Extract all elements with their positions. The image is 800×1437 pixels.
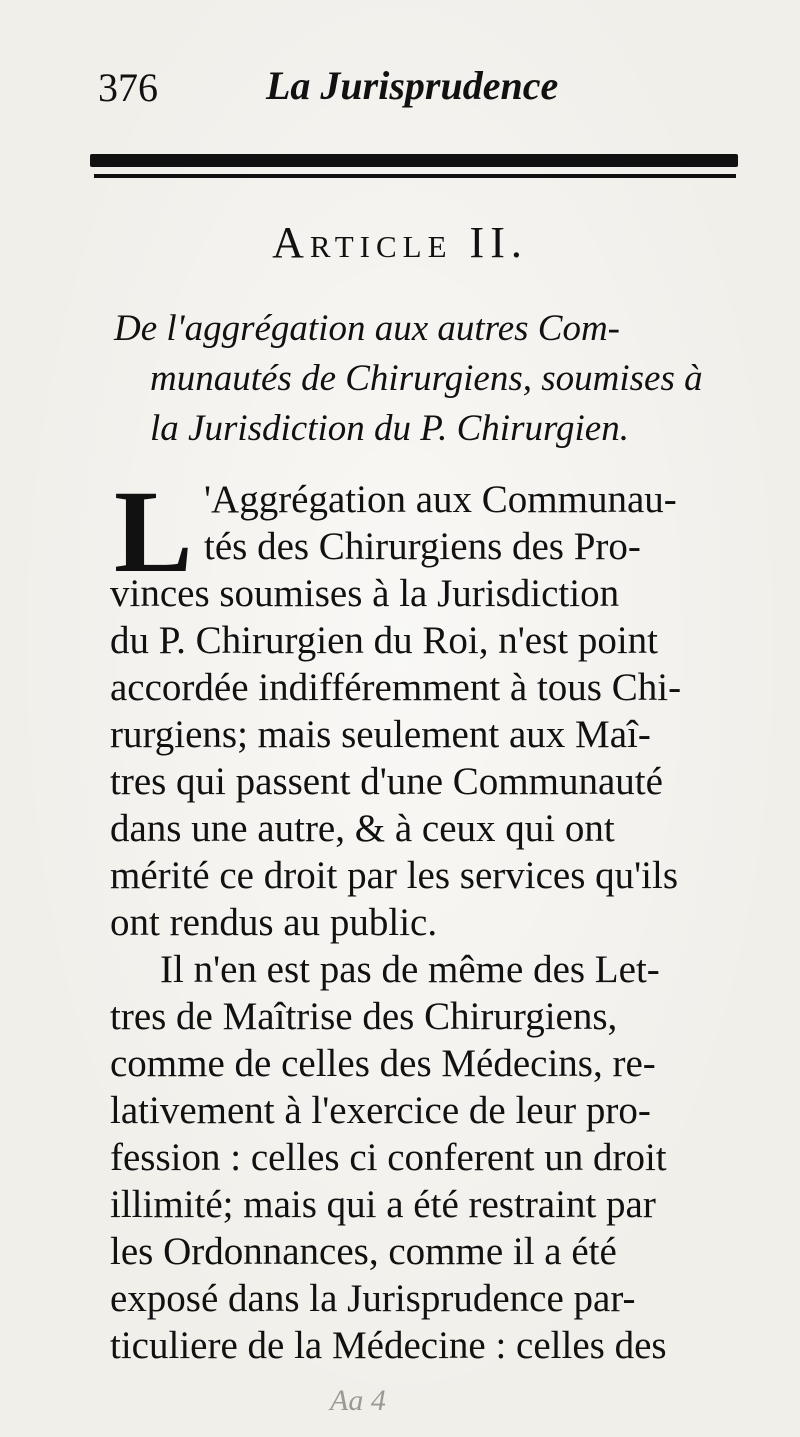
text-line: rurgiens; mais seulement aux Maî- (110, 713, 651, 756)
text-line: fession : celles ci conferent un droit (110, 1136, 667, 1179)
text-line: dans une autre, & à ceux qui ont (110, 807, 615, 850)
text-line: illimité; mais qui a été restraint par (110, 1183, 656, 1226)
text-line: tres qui passent d'une Communauté (110, 760, 663, 803)
text-line: du P. Chirurgien du Roi, n'est point (110, 619, 658, 662)
text-line: 'Aggrégation aux Communau- (204, 478, 677, 521)
header-rule (90, 154, 738, 184)
text-line: lativement à l'exercice de leur pro- (110, 1089, 651, 1132)
text-line: accordée indifféremment à tous Chi- (110, 666, 682, 709)
subheading-line: la Jurisdiction du P. Chirurgien. (150, 408, 629, 449)
drop-cap: L (114, 466, 193, 597)
subheading-line: munautés de Chirurgiens, soumises à (150, 358, 703, 399)
signature-mark: Aa 4 (330, 1384, 386, 1417)
text-line: tés des Chirurgiens des Pro- (204, 525, 641, 568)
text-line: Il n'en est pas de même des Let- (160, 948, 660, 991)
text-line: vinces soumises à la Jurisdiction (110, 572, 620, 615)
text-line: tres de Maîtrise des Chirurgiens, (110, 995, 618, 1038)
article-heading: Article II. (272, 218, 528, 267)
page-number: 376 (98, 65, 158, 110)
text-line: mérité ce droit par les services qu'ils (110, 854, 678, 897)
body-text (110, 466, 760, 1369)
running-title: La Jurisprudence (266, 63, 559, 108)
page-header (96, 58, 756, 118)
text-line: exposé dans la Jurisprudence par- (110, 1277, 636, 1320)
subheading-line: De l'aggrégation aux autres Com- (114, 308, 620, 349)
text-line: comme de celles des Médecins, re- (110, 1042, 656, 1085)
article-subheading (114, 304, 754, 454)
text-line: les Ordonnances, comme il a été (110, 1230, 617, 1273)
header-rule-thin (94, 174, 736, 178)
text-line: ticuliere de la Médecine : celles des (110, 1324, 667, 1367)
text-line: ont rendus au public. (110, 901, 438, 944)
header-rule-thick (90, 154, 738, 167)
